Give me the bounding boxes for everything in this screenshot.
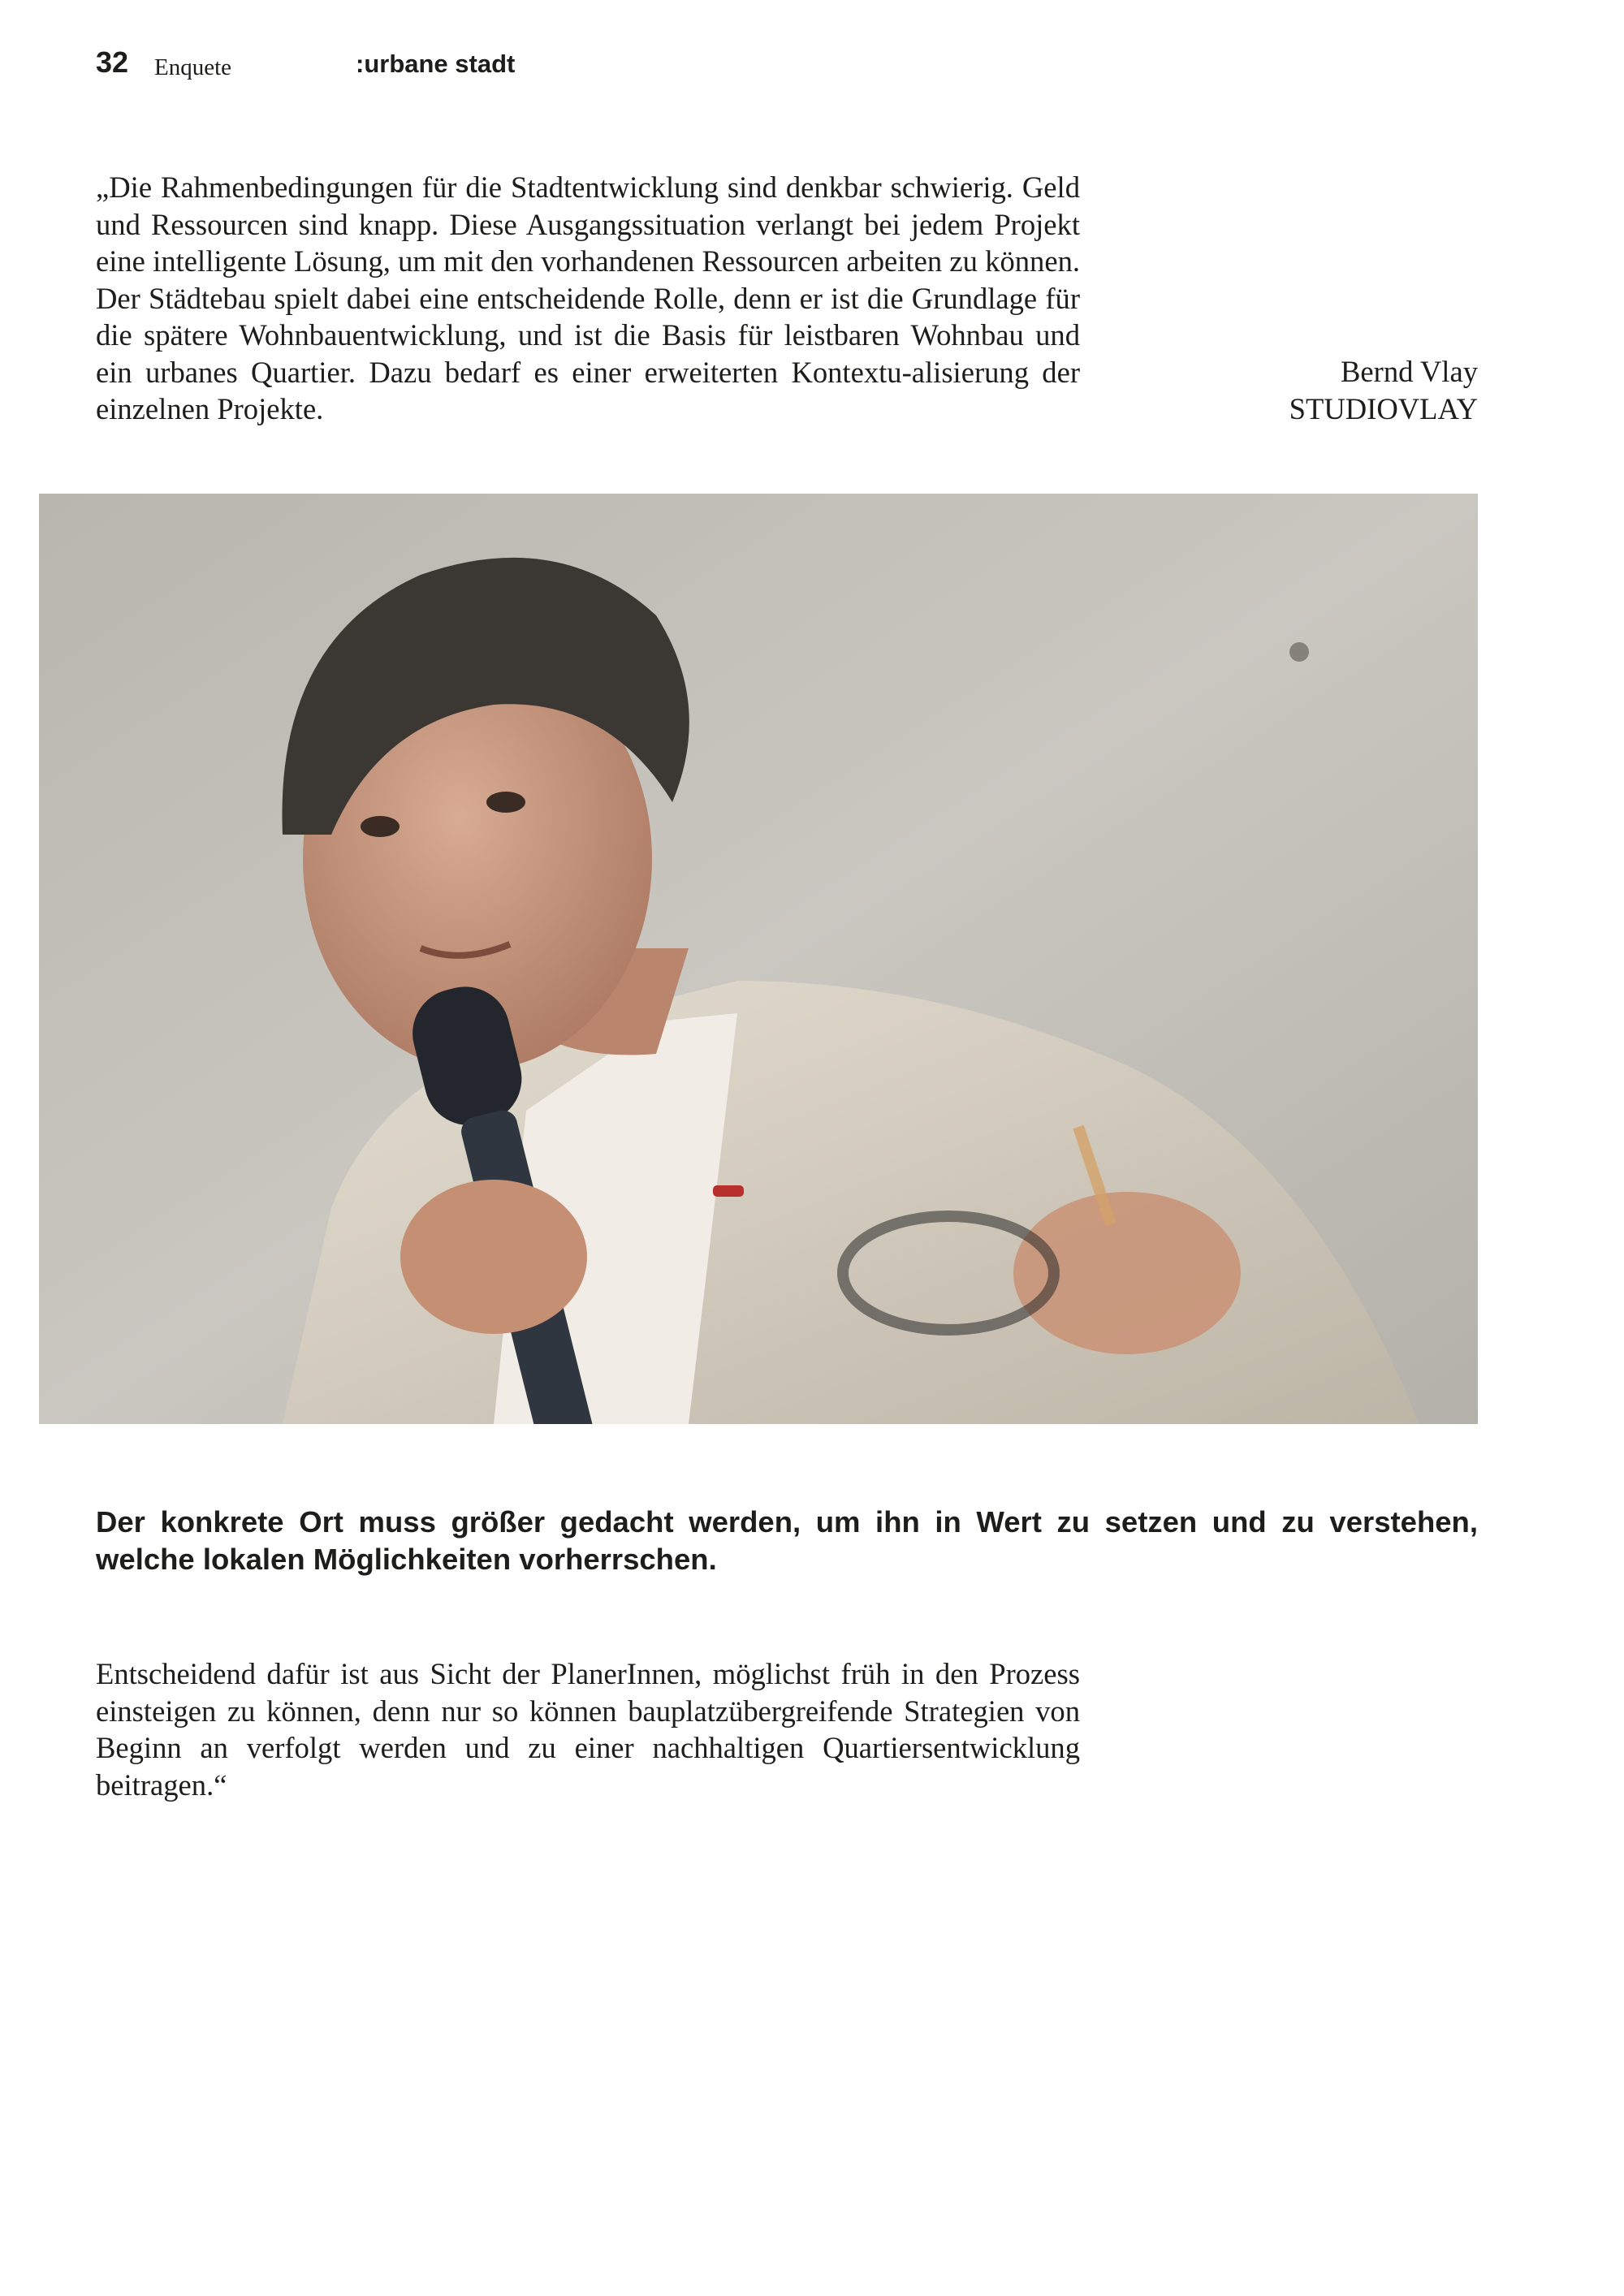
body-paragraph: Entscheidend dafür ist aus Sicht der PlanerInnen, möglichst früh in den Prozess einsteigen zu können, denn nur so können bauplatzübergreifende Strategien von Beginn an verfolgt werden und zu einer nachhaltigen Quartiersentwicklung beitragen.“ [96, 1657, 1080, 1802]
author-name: Bernd Vlay [1341, 355, 1478, 388]
speaker-photo-illustration [39, 494, 1478, 1424]
subheading: Der konkrete Ort muss größer gedacht werden, um ihn in Wert zu setzen und zu verstehen, welche lokalen Möglichkeiten vorherrschen. [96, 1505, 1478, 1576]
page-number: 32 [96, 45, 129, 79]
page-header [96, 42, 1476, 83]
section-label: Enquete [154, 54, 232, 80]
quote-paragraph: „Die Rahmenbedingungen für die Stadtentwicklung sind denkbar schwierig. Geld und Ressourcen sind knapp. Diese Ausgangssituation verlangt bei jedem Projekt eine intelligente Lösung, um mit den vorhandenen Ressourcen arbeiten zu können. Der Städtebau spielt dabei eine entscheidende Rolle, denn er ist die Grundlage für die spätere Wohnbauentwicklung, und ist die Basis für leistbaren Wohnbau und ein urbanes Quartier. Dazu bedarf es einer erweiterten Kontextu-alisierung der einzelnen Projekte. [96, 170, 1080, 425]
speaker-photo [39, 494, 1478, 1424]
series-title: :urbane stadt [356, 50, 516, 78]
author-office: STUDIOVLAY [1289, 391, 1478, 425]
quote-attribution [1289, 353, 1478, 427]
